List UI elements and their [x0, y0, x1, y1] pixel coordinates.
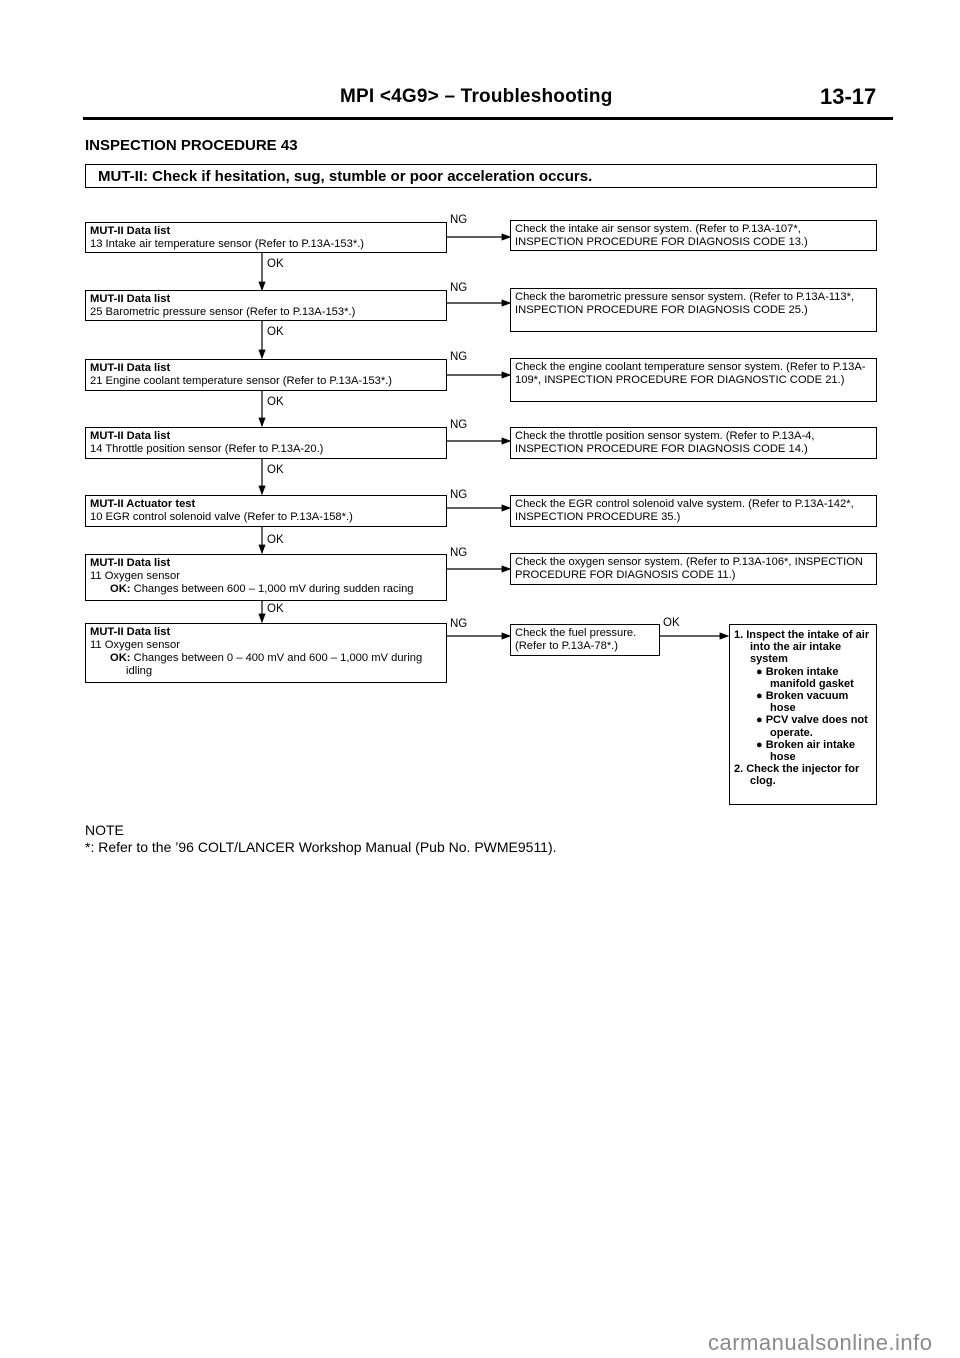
- ok-label: OK: [663, 617, 680, 629]
- step-heading: MUT-II Data list: [90, 362, 171, 374]
- ok-label: OK: [267, 326, 284, 338]
- step-box-oxygen-sensor-idling: [85, 623, 447, 683]
- step-line: 11 Oxygen sensor: [90, 570, 180, 582]
- step-heading: MUT-II Data list: [90, 225, 171, 237]
- step-heading: MUT-II Data list: [90, 626, 171, 638]
- ng-label: NG: [450, 547, 468, 559]
- procedure-title: INSPECTION PROCEDURE 43: [85, 137, 298, 154]
- ok-label: OK: [267, 258, 284, 270]
- ok-label: OK: [267, 464, 284, 476]
- note-title: NOTE: [85, 822, 124, 838]
- page-number: 13-17: [820, 84, 877, 109]
- step-box-coolant-temp: [85, 359, 447, 391]
- step-box-barometric-pressure: [85, 290, 447, 321]
- ng-label: NG: [450, 214, 468, 226]
- ng-label: NG: [450, 489, 468, 501]
- step-heading: MUT-II Data list: [90, 293, 171, 305]
- ok-criterion-text: Changes between 600 – 1,000 mV during sudden racing: [133, 583, 414, 595]
- ng-label: NG: [450, 419, 468, 431]
- step-box-intake-air-temp: [85, 222, 447, 253]
- ok-label: OK: [267, 603, 284, 615]
- ng-action-box: Check the barometric pressure sensor system. (Refer to P.13A-113*, INSPECTION PROCEDURE FOR DIAGNOSIS CODE 25.): [510, 288, 877, 332]
- final-bullet: ● Broken vacuum hose: [756, 690, 849, 715]
- step-line: 10 EGR control solenoid valve (Refer to P.13A-158*.): [90, 511, 353, 523]
- note-section: [85, 822, 557, 856]
- final-bullet: ● PCV valve does not operate.: [756, 714, 868, 739]
- step-heading: MUT-II Data list: [90, 430, 171, 442]
- final-item-1: 1. Inspect the intake of air into the air intake system: [734, 629, 870, 666]
- step-box-oxygen-sensor-racing: [85, 554, 447, 601]
- ng-action-box: Check the intake air sensor system. (Refer to P.13A-107*, INSPECTION PROCEDURE FOR DIAGNOSIS CODE 13.): [510, 220, 877, 251]
- ng-label: NG: [450, 618, 468, 630]
- step-line: 11 Oxygen sensor: [90, 639, 180, 651]
- ng-label: NG: [450, 351, 468, 363]
- ok-criterion-text: Changes between 0 – 400 mV and 600 – 1,000 mV during: [133, 652, 423, 664]
- ok-criterion-label: OK:: [110, 583, 131, 595]
- step-line: 14 Throttle position sensor (Refer to P.13A-20.): [90, 443, 324, 455]
- step-box-throttle-position: [85, 427, 447, 459]
- ok-label: OK: [267, 534, 284, 546]
- final-action-box: [729, 624, 877, 805]
- footer-watermark: carmanualsonline.info: [708, 1330, 933, 1355]
- step-heading: MUT-II Data list: [90, 557, 171, 569]
- step-heading: MUT-II Actuator test: [90, 498, 196, 510]
- note-text: *: Refer to the ’96 COLT/LANCER Workshop Manual (Pub No. PWME9511).: [85, 839, 557, 855]
- ng-label: NG: [450, 282, 468, 294]
- ok-criterion-label: OK:: [110, 652, 131, 664]
- step-box-egr-solenoid: [85, 495, 447, 527]
- step-line: 21 Engine coolant temperature sensor (Refer to P.13A-153*.): [90, 375, 393, 387]
- ng-action-box: Check the oxygen sensor system. (Refer to P.13A-106*, INSPECTION PROCEDURE FOR DIAGNOSIS CODE 11.): [510, 553, 877, 585]
- ng-action-box: Check the throttle position sensor system. (Refer to P.13A-4, INSPECTION PROCEDURE FOR DIAGNOSIS CODE 14.): [510, 427, 877, 459]
- page-header-title: MPI <4G9> – Troubleshooting: [340, 86, 613, 107]
- ng-action-box: Check the EGR control solenoid valve system. (Refer to P.13A-142*, INSPECTION PROCEDURE 35.): [510, 495, 877, 527]
- ok-criterion-text: idling: [126, 665, 153, 677]
- ng-action-box: Check the engine coolant temperature sensor system. (Refer to P.13A-109*, INSPECTION PROCEDURE FOR DIAGNOSTIC CODE 21.): [510, 358, 877, 402]
- final-bullet: ● Broken intake manifold gasket: [756, 665, 854, 690]
- step-line: 25 Barometric pressure sensor (Refer to P.13A-153*.): [90, 306, 356, 318]
- ng-action-box-fuel-pressure: Check the fuel pressure. (Refer to P.13A-78*.): [510, 624, 660, 656]
- procedure-banner: MUT-II: Check if hesitation, sug, stumble or poor acceleration occurs.: [85, 164, 877, 188]
- step-line: 13 Intake air temperature sensor (Refer to P.13A-153*.): [90, 238, 365, 250]
- final-item-2: 2. Check the injector for clog.: [734, 763, 860, 788]
- final-bullet: ● Broken air intake hose: [756, 738, 855, 764]
- ok-label: OK: [267, 396, 284, 408]
